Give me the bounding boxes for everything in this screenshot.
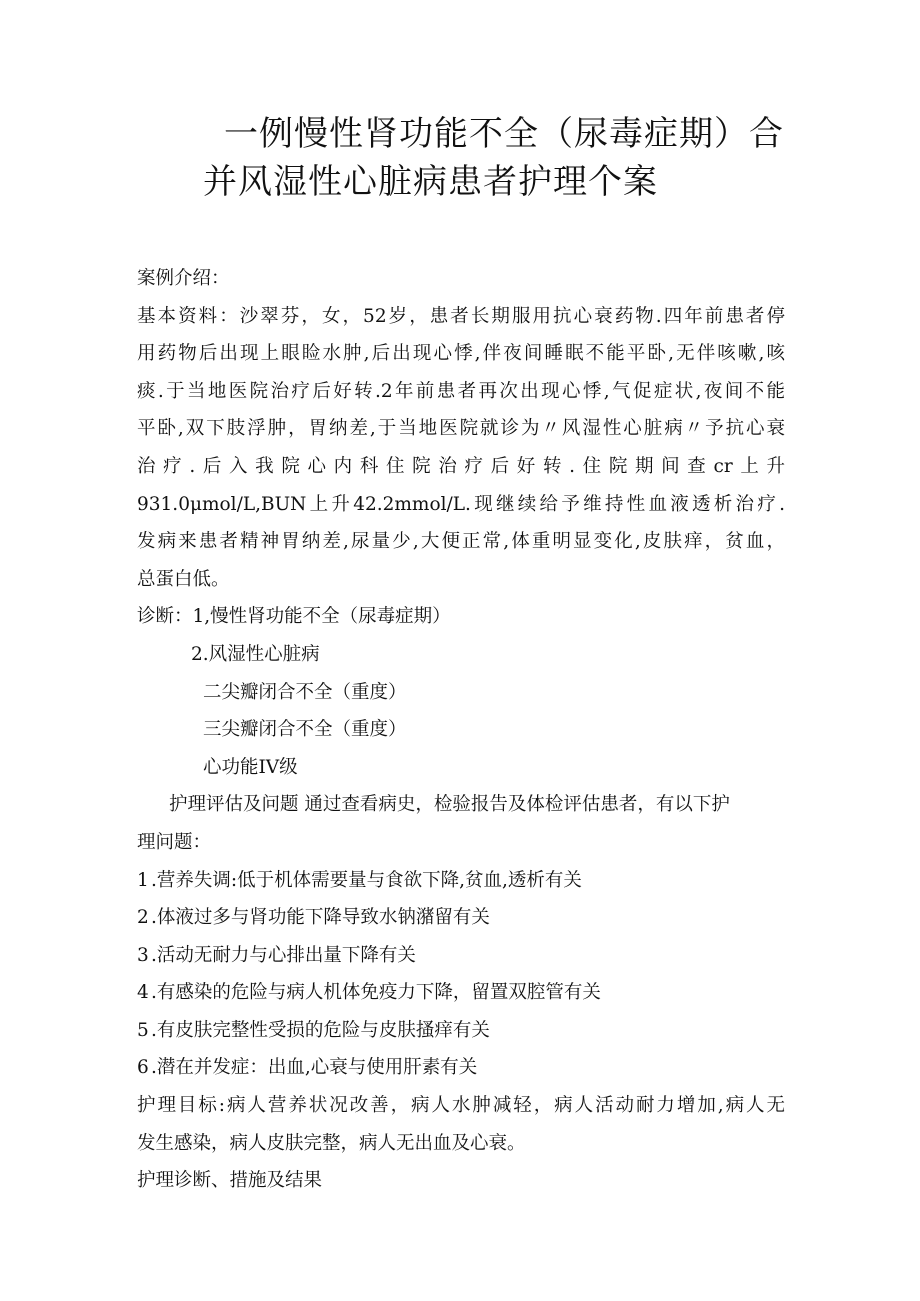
list-item [137, 862, 785, 900]
nursing-goal-paragraph [137, 1087, 785, 1162]
assessment-line: 理问题： [137, 831, 212, 853]
diagnosis-line: 心功能IV级 [203, 756, 298, 778]
basic-info-line: 发病来患者精神胃纳差,尿量少,大便正常,体重明显变化,皮肤痒，贫血， [137, 531, 785, 553]
basic-info-line: 总蛋白低。 [137, 568, 230, 590]
diagnosis-line: 2.风湿性心脏病 [191, 643, 320, 665]
basic-info-line: 用药物后出现上眼睑水肿,后出现心悸,伴夜间睡眠不能平卧,无伴咳嗽,咳 [137, 343, 785, 365]
assessment-paragraph [137, 786, 785, 861]
list-item-number: 5 [137, 1019, 149, 1041]
nursing-problem-list [137, 862, 785, 1088]
list-item [137, 1049, 785, 1087]
basic-info-line: 痰.于当地医院治疗后好转.2年前患者再次出现心悸,气促症状,夜间不能 [137, 380, 785, 402]
diagnosis-line: 诊断：1,慢性肾功能不全（尿毒症期） [137, 606, 451, 628]
list-item-number: 1 [137, 869, 149, 891]
document-title-line-2: 并风湿性心脏病患者护理个案 [203, 162, 658, 202]
list-item-number: 3 [137, 944, 149, 966]
list-item-text: .有皮肤完整性受损的危险与皮肤搔痒有关 [151, 1019, 490, 1041]
list-item [137, 974, 785, 1012]
basic-info-line: 治疗.后入我院心内科住院治疗后好转.住院期间查cr上升 [137, 455, 785, 477]
list-item-text: .潜在并发症：出血,心衰与使用肝素有关 [151, 1057, 478, 1079]
list-item [137, 1012, 785, 1050]
basic-info-paragraph [137, 298, 785, 599]
diagnosis-line: 二尖瓣闭合不全（重度） [203, 681, 407, 703]
goal-line: 护理目标:病人营养状况改善，病人水肿减轻，病人活动耐力增加,病人无 [137, 1095, 785, 1117]
document-body [137, 260, 785, 1200]
basic-info-line: 平卧,双下肢浮肿，胃纳差,于当地医院就诊为〃风湿性心脏病〃予抗心衰 [137, 418, 785, 440]
basic-info-line: 基本资料：沙翠芬，女，52岁，患者长期服用抗心衰药物.四年前患者停 [137, 305, 785, 327]
list-item-number: 4 [137, 982, 149, 1004]
list-item-text: .体液过多与肾功能下降导致水钠潴留有关 [151, 907, 490, 929]
section-heading-case-intro: 案例介绍： [137, 268, 230, 289]
basic-info-line: 931.0μmol/L,BUN上升42.2mmol/L.现继续给予维持性血液透析治疗. [137, 493, 785, 515]
section-heading-measures: 护理诊断、措施及结果 [137, 1170, 323, 1192]
list-item-number: 2 [137, 907, 149, 929]
list-item-text: .活动无耐力与心排出量下降有关 [151, 944, 416, 966]
assessment-line: 护理评估及问题 通过查看病史，检验报告及体检评估患者，有以下护 [169, 794, 730, 816]
diagnosis-block [137, 598, 785, 786]
document-title-line-1: 一例慢性肾功能不全（尿毒症期）合 [224, 114, 784, 154]
list-item-text: .有感染的危险与病人机体免疫力下降，留置双腔管有关 [151, 982, 601, 1004]
list-item-text: .营养失调:低于机体需要量与食欲下降,贫血,透析有关 [151, 869, 582, 891]
goal-line: 发生感染，病人皮肤完整，病人无出血及心衰。 [137, 1132, 526, 1154]
list-item [137, 937, 785, 975]
list-item-number: 6 [137, 1057, 149, 1079]
list-item [137, 899, 785, 937]
diagnosis-line: 三尖瓣闭合不全（重度） [203, 719, 407, 741]
